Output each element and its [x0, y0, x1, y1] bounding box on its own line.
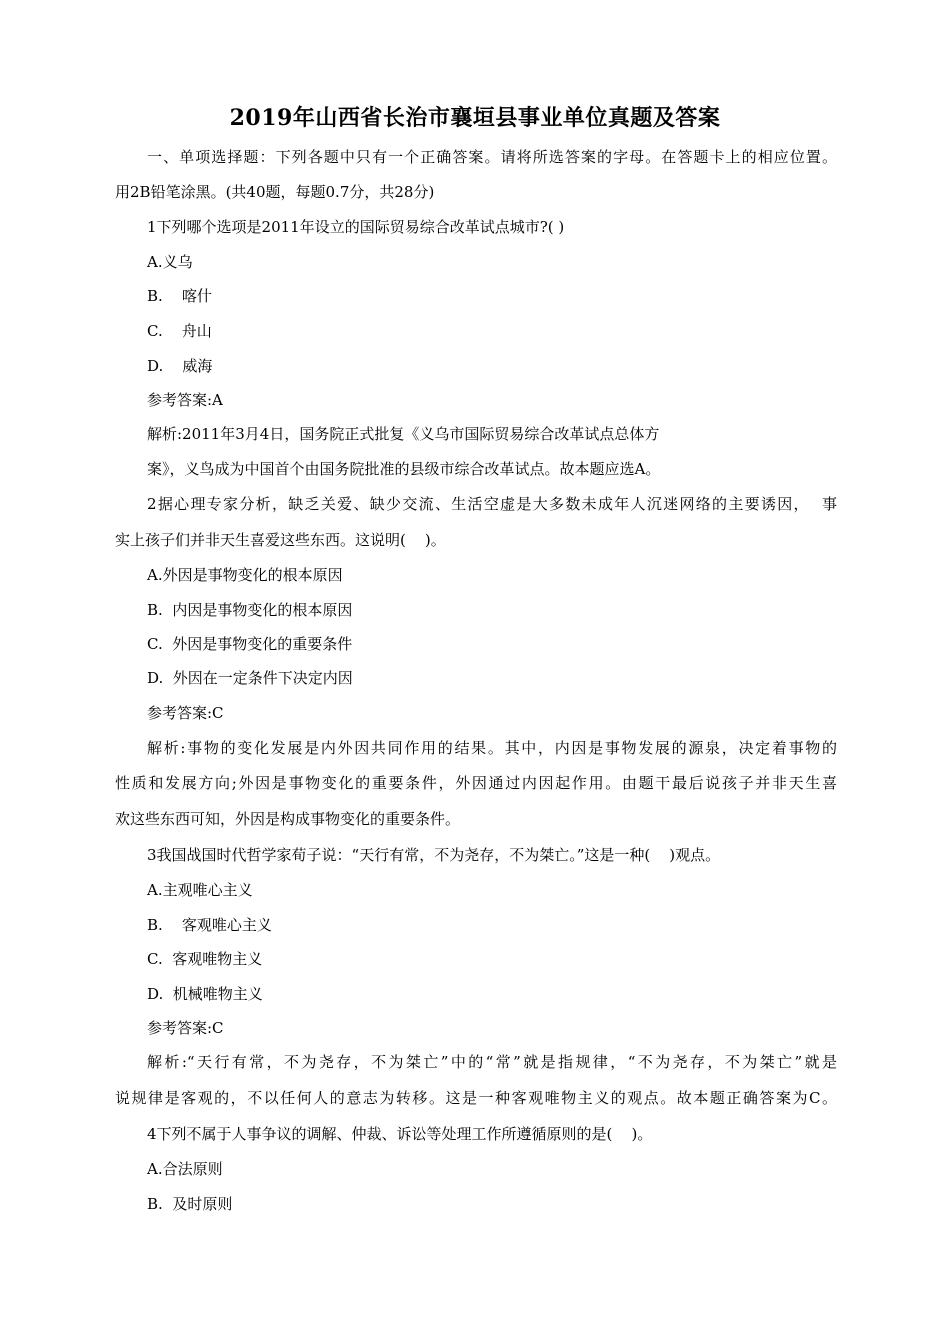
question-stem: 4下列不属于人事争议的调解、仲裁、诉讼等处理工作所遵循原则的是( )。 — [147, 1125, 653, 1143]
question-option: A.义乌 — [147, 253, 193, 271]
question-stem: 实上孩子们并非天生喜爱这些东西。这说明( )。 — [115, 531, 446, 549]
question-option: D. 威海 — [147, 357, 213, 375]
question-option: A.合法原则 — [147, 1160, 223, 1178]
question-option: D. 外因在一定条件下决定内因 — [147, 669, 353, 687]
question-option: A.外因是事物变化的根本原因 — [147, 566, 343, 584]
analysis-line: 说规律是客观的，不以任何人的意志为转移。这是一种客观唯物主义的观点。故本题正确答案为C。 — [115, 1089, 837, 1107]
question-option: C. 舟山 — [147, 322, 212, 340]
intro-line: 用2B铅笔涂黑。(共40题，每题0.7分，共28分) — [115, 183, 435, 201]
answer-line: 参考答案:C — [147, 1019, 224, 1037]
question-option: B. 及时原则 — [147, 1195, 233, 1213]
analysis-line: 性质和发展方向;外因是事物变化的重要条件，外因通过内因起作用。由题干最后说孩子并非天生喜 — [115, 774, 837, 792]
question-option: A.主观唯心主义 — [147, 881, 253, 899]
question-option: B. 客观唯心主义 — [147, 916, 272, 934]
analysis-line: 解析:事物的变化发展是内外因共同作用的结果。其中，内因是事物发展的源泉，决定着事物的 — [147, 739, 837, 757]
analysis-line: 案》，义鸟成为中国首个由国务院批准的县级市综合改革试点。故本题应选A。 — [147, 460, 661, 478]
question-option: D. 机械唯物主义 — [147, 985, 263, 1003]
analysis-line: 解析:2011年3月4日，国务院正式批复《义乌市国际贸易综合改革试点总体方 — [147, 425, 660, 443]
question-option: B. 内因是事物变化的根本原因 — [147, 601, 353, 619]
question-option: C. 外因是事物变化的重要条件 — [147, 635, 353, 653]
document-title: 2019年山西省长治市襄垣县事业单位真题及答案 — [229, 105, 721, 131]
question-option: C. 客观唯物主义 — [147, 950, 263, 968]
question-stem: 1下列哪个选项是2011年设立的国际贸易综合改革试点城市?( ) — [147, 218, 565, 236]
question-option: B. 喀什 — [147, 287, 212, 305]
intro-line: 一、单项选择题：下列各题中只有一个正确答案。请将所选答案的字母。在答题卡上的相应位置。 — [147, 148, 837, 166]
question-stem: 3我国战国时代哲学家荀子说：“天行有常，不为尧存，不为桀亡。”这是一种( )观点。 — [147, 846, 721, 864]
answer-line: 参考答案:A — [147, 391, 223, 409]
answer-line: 参考答案:C — [147, 704, 224, 722]
analysis-line: 解析:“天行有常，不为尧存，不为桀亡”中的“常”就是指规律，“不为尧存，不为桀亡”就是 — [147, 1053, 837, 1071]
analysis-line: 欢这些东西可知，外因是构成事物变化的重要条件。 — [115, 810, 461, 828]
question-stem: 2据心理专家分析，缺乏关爱、缺少交流、生活空虚是大多数未成年人沉迷网络的主要诱因， 事 — [147, 495, 837, 513]
